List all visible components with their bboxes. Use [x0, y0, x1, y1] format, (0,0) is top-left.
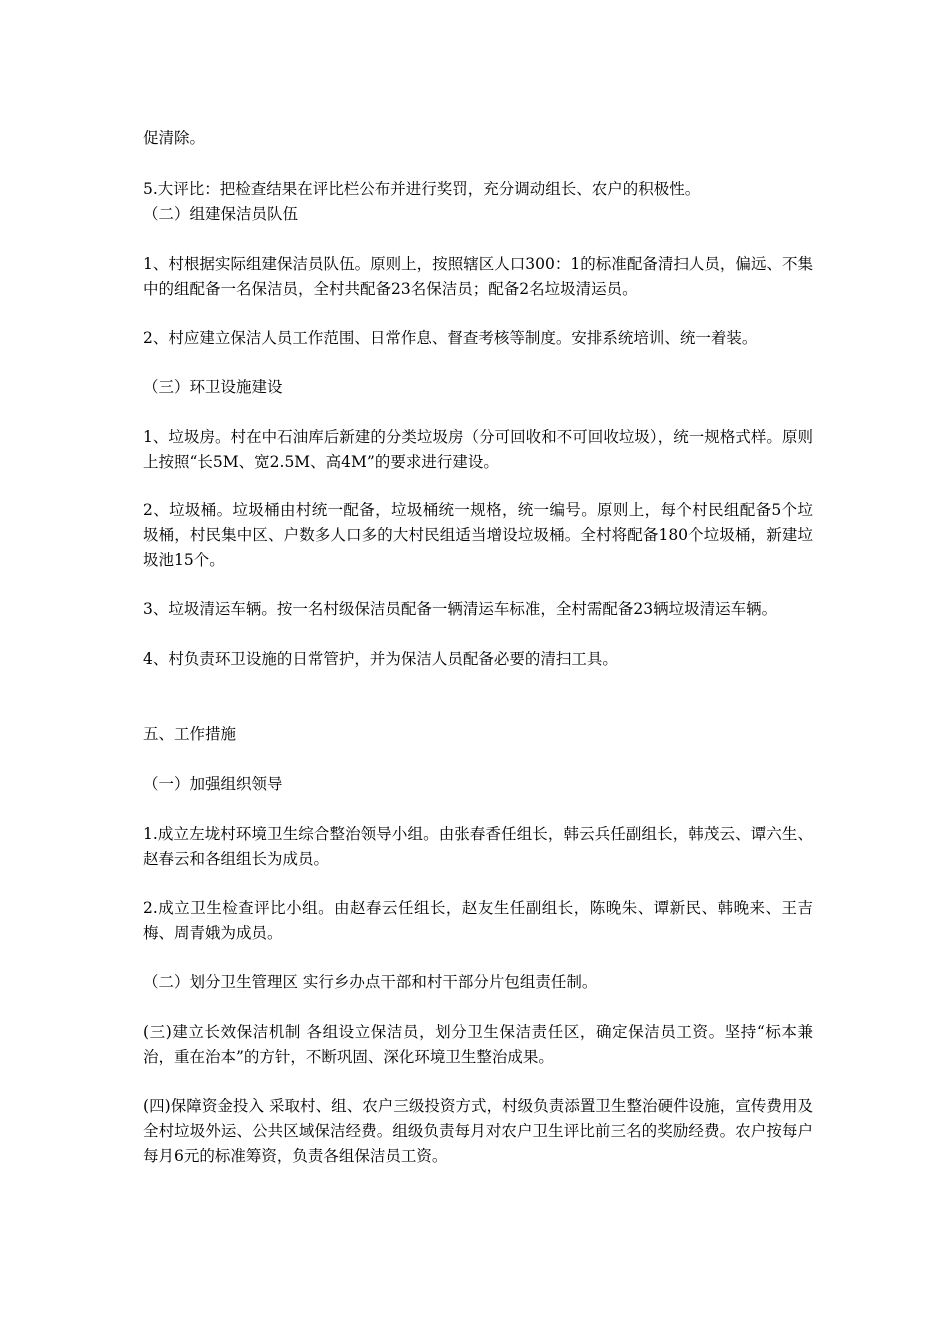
paragraph-garbage-vehicles: 3、垃圾清运车辆。按一名村级保洁员配备一辆清运车标准，全村需配备23辆垃圾清运车辆。	[143, 600, 778, 618]
paragraph-maintenance: 4、村负责环卫设施的日常管护，并为保洁人员配备必要的清扫工具。	[143, 650, 618, 668]
paragraph-closing-fragment: 促清除。	[143, 129, 206, 147]
paragraph-garbage-house: 1、垃圾房。村在中石油库后新建的分类垃圾房（分可回收和不可回收垃圾），统一规格式样。原则上按照“长5M、宽2.5M、高4M”的要求进行建设。	[143, 428, 813, 471]
paragraph-management-areas: （二）划分卫生管理区 实行乡办点干部和村干部分片包组责任制。	[143, 973, 598, 991]
paragraph-cleaning-mechanism: (三)建立长效保洁机制 各组设立保洁员，划分卫生保洁责任区，确定保洁员工资。坚持“标本兼治，重在治本”的方针，不断巩固、深化环境卫生整治成果。	[143, 1023, 813, 1066]
paragraph-inspection-group: 2.成立卫生检查评比小组。由赵春云任组长，赵友生任副组长，陈晚朱、谭新民、韩晚来、王吉梅、周青娥为成员。	[143, 899, 813, 942]
heading-cleaner-team: （二）组建保洁员队伍	[143, 205, 299, 223]
paragraph-leading-group: 1.成立左垅村环境卫生综合整治领导小组。由张春香任组长，韩云兵任副组长，韩茂云、谭六生、赵春云和各组组长为成员。	[143, 825, 813, 868]
paragraph-cleaner-team-2: 2、村应建立保洁人员工作范围、日常作息、督查考核等制度。安排系统培训、统一着装。	[143, 329, 758, 347]
paragraph-cleaner-team-1: 1、村根据实际组建保洁员队伍。原则上，按照辖区人口300：1的标准配备清扫人员，偏远、不集中的组配备一名保洁员，全村共配备23名保洁员；配备2名垃圾清运员。	[143, 255, 813, 298]
paragraph-garbage-bins: 2、垃圾桶。垃圾桶由村统一配备，垃圾桶统一规格，统一编号。原则上，每个村民组配备5个垃圾桶，村民集中区、户数多人口多的大村民组适当增设垃圾桶。全村将配备180个垃圾桶，新建垃圾池15个。	[143, 501, 813, 569]
heading-organization-leadership: （一）加强组织领导	[143, 775, 283, 793]
paragraph-evaluation: 5.大评比：把检查结果在评比栏公布并进行奖罚，充分调动组长、农户的积极性。	[143, 180, 701, 198]
paragraph-funding: (四)保障资金投入 采取村、组、农户三级投资方式，村级负责添置卫生整治硬件设施，宣传费用及全村垃圾外运、公共区域保洁经费。组级负责每月对农户卫生评比前三名的奖励经费。农户按每户每月6元的标准筹资，负责各组保洁员工资。	[143, 1097, 813, 1165]
heading-sanitation-facilities: （三）环卫设施建设	[143, 378, 283, 396]
heading-work-measures: 五、工作措施	[143, 725, 237, 743]
